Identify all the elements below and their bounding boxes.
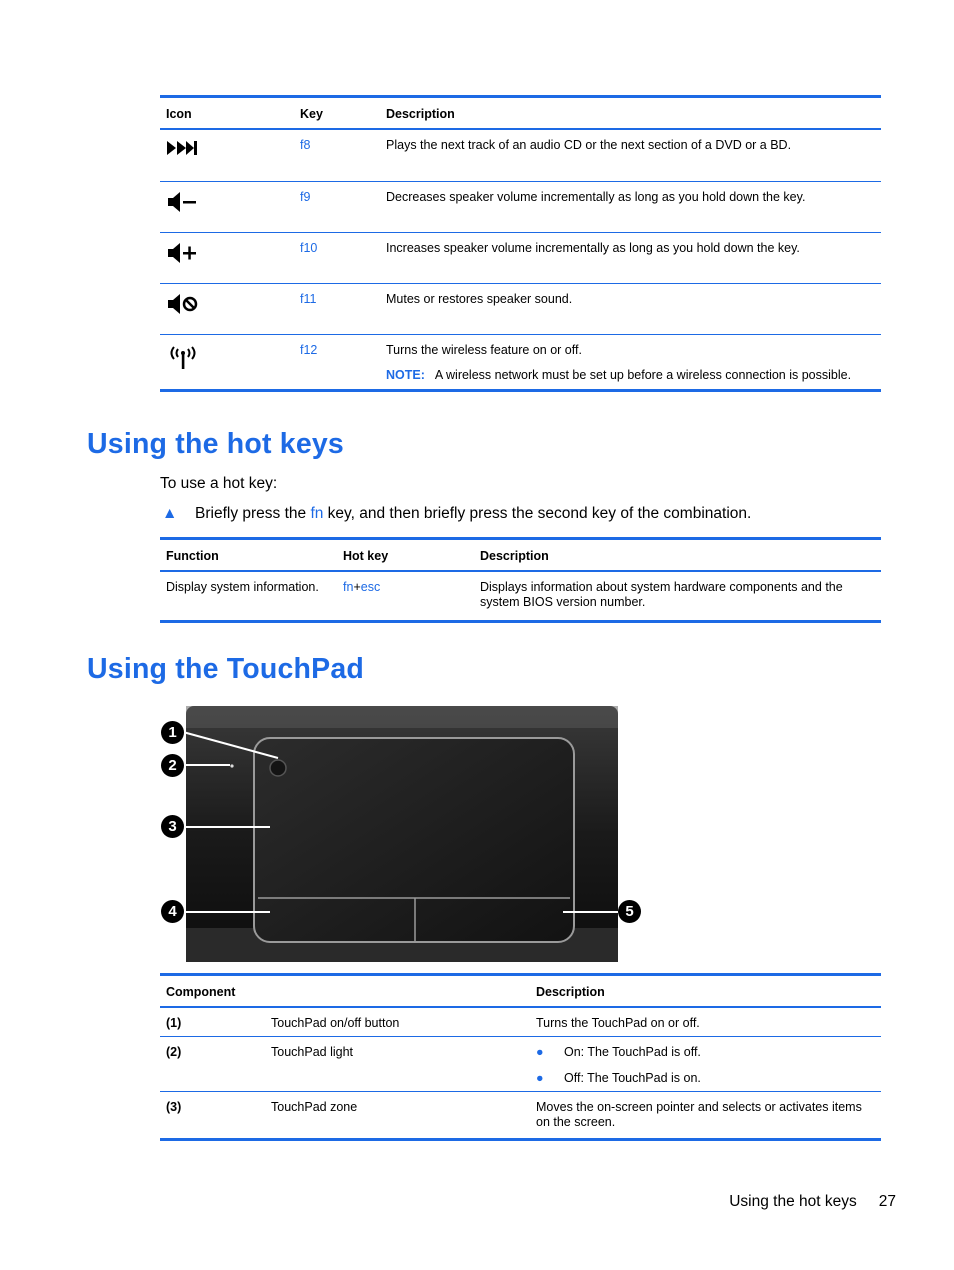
callout-5: 5: [618, 900, 641, 923]
icon-cell: [160, 283, 294, 334]
hotkeys-table: [160, 537, 881, 623]
table-row: [160, 1007, 881, 1037]
wireless-icon: [166, 343, 200, 371]
component-description: [530, 1037, 881, 1092]
row-description: Decreases speaker volume incrementally as long as you hold down the key.: [386, 189, 806, 204]
key-f11: f11: [300, 291, 317, 306]
touchpad-illustration: [158, 702, 646, 964]
component-description: Turns the TouchPad on or off.: [536, 1016, 700, 1030]
list-item: [536, 1045, 875, 1059]
key-plus: +: [353, 580, 361, 594]
keys-table-header: [160, 97, 881, 130]
row-description: Increases speaker volume incrementally as long as you hold down the key.: [386, 240, 800, 255]
component-description: Moves the on-screen pointer and selects or activates items on the screen.: [536, 1100, 862, 1129]
key-f10: f10: [300, 240, 318, 255]
bullet-icon: ●: [536, 1071, 544, 1085]
icon-cell: [160, 334, 294, 390]
key-f8: f8: [300, 138, 311, 152]
note: [386, 368, 875, 382]
header-hotkey: Hot key: [343, 549, 389, 563]
component-name: TouchPad light: [271, 1045, 354, 1059]
row-description: Plays the next track of an audio CD or the next section of a DVD or a BD.: [386, 138, 792, 152]
list-item: [536, 1071, 875, 1085]
hotkey-cell: [337, 571, 474, 622]
page-number: 27: [878, 1193, 896, 1210]
volume-down-icon: [166, 190, 200, 214]
bullet-text: On: The TouchPad is off.: [564, 1045, 701, 1059]
header-component: Component: [166, 985, 236, 999]
table-row: [160, 283, 881, 334]
touchpad-drawing: [158, 702, 646, 964]
header-description: Description: [536, 985, 605, 999]
step-suffix: key, and then briefly press the second key of the combination.: [323, 505, 752, 522]
description-cell: Displays information about system hardware components and the system BIOS version number.: [480, 580, 843, 609]
header-key: Key: [300, 107, 323, 121]
row-description: [380, 334, 881, 390]
note-label: NOTE:: [386, 367, 425, 382]
icon-cell: [160, 232, 294, 283]
hotkeys-heading: Using the hot keys: [87, 428, 344, 460]
table-row: [160, 334, 881, 390]
table-row: [160, 232, 881, 283]
header-description: Description: [480, 549, 549, 563]
component-name: TouchPad zone: [271, 1100, 358, 1114]
bullet-icon: ●: [536, 1045, 544, 1059]
table-row: [160, 1092, 881, 1140]
function-cell: Display system information.: [166, 580, 319, 594]
component-number: (3): [166, 1100, 182, 1114]
component-number: (1): [166, 1016, 182, 1030]
footer-section: Using the hot keys: [729, 1193, 857, 1210]
components-table-header: [160, 975, 881, 1008]
row-description: Mutes or restores speaker sound.: [386, 291, 573, 306]
key-f12: f12: [300, 342, 318, 357]
components-table: [160, 973, 881, 1141]
component-name: TouchPad on/off button: [271, 1016, 400, 1030]
table-row: [160, 1037, 881, 1092]
header-icon: Icon: [166, 107, 192, 121]
header-description: Description: [386, 107, 455, 121]
hotkeys-intro: To use a hot key:: [160, 475, 278, 492]
volume-up-icon: [166, 241, 200, 265]
keys-table: [160, 95, 881, 392]
key-f9: f9: [300, 189, 311, 204]
next-track-icon: [166, 138, 200, 158]
table-row: [160, 129, 881, 181]
component-number: (2): [166, 1045, 182, 1059]
mute-icon: [166, 292, 200, 316]
step-prefix: Briefly press the: [195, 505, 311, 522]
key-fn: fn: [343, 580, 354, 594]
callout-1: 1: [161, 721, 184, 744]
callout-3: 3: [161, 815, 184, 838]
hotkeys-step: [162, 505, 751, 523]
icon-cell: [160, 181, 294, 232]
header-function: Function: [166, 549, 219, 563]
page-footer: [729, 1193, 896, 1211]
hotkeys-table-header: [160, 539, 881, 572]
callout-4: 4: [161, 900, 184, 923]
table-row: [160, 571, 881, 622]
note-text: A wireless network must be set up before a wireless connection is possible.: [434, 367, 852, 382]
triangle-bullet-icon: ▲: [162, 505, 178, 522]
step-fn-key: fn: [310, 505, 324, 522]
key-esc: esc: [360, 580, 381, 594]
bullet-text: Off: The TouchPad is on.: [564, 1071, 701, 1085]
wireless-description: Turns the wireless feature on or off.: [386, 342, 582, 357]
table-row: [160, 181, 881, 232]
icon-cell: [160, 129, 294, 181]
touchpad-heading: Using the TouchPad: [87, 653, 364, 685]
callout-2: 2: [161, 754, 184, 777]
